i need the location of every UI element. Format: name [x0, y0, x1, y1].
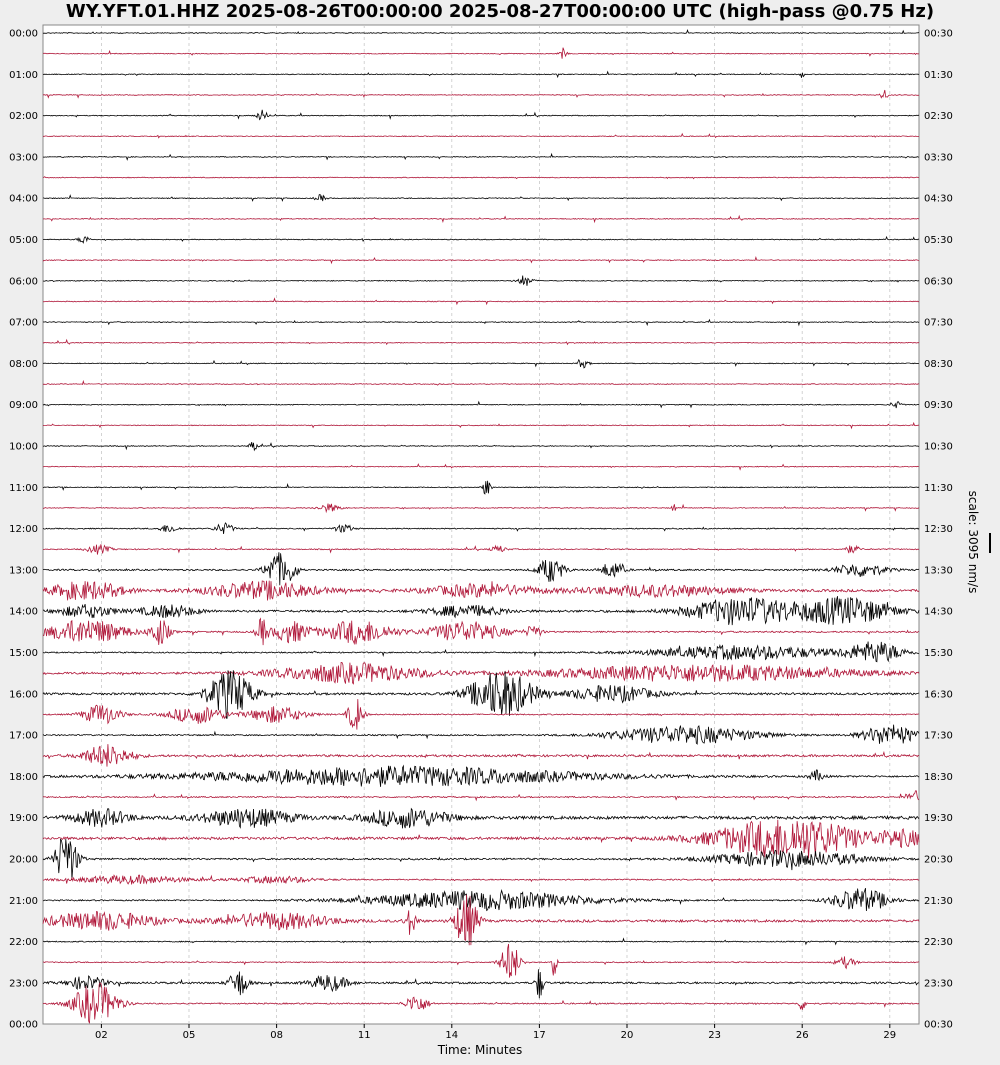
- hour-label-right: 21:30: [924, 895, 953, 907]
- chart-title: WY.YFT.01.HHZ 2025-08-26T00:00:00 2025-08-27T00:00:00 UTC (high-pass @0.75 Hz): [65, 1, 935, 22]
- hour-label-left: 01:00: [9, 69, 38, 81]
- hour-label-left: 09:00: [9, 400, 38, 412]
- hour-label-right: 05:30: [924, 235, 953, 246]
- hour-label-left: 00:00: [9, 28, 38, 40]
- hour-label-left: 18:00: [9, 771, 38, 783]
- hour-label-left: 15:00: [9, 648, 38, 659]
- hour-label-right: 22:30: [924, 937, 953, 949]
- hour-label-left: 11:00: [9, 482, 38, 494]
- x-tick-label: 02: [95, 1030, 108, 1041]
- hour-label-left: 12:00: [9, 524, 38, 536]
- scale-label: scale: 3095 nm/s: [966, 490, 980, 594]
- hour-label-left: 22:00: [9, 937, 38, 949]
- hour-label-left: 23:00: [9, 978, 38, 990]
- hour-label-left: 02:00: [9, 111, 38, 123]
- hour-label-right: 02:30: [924, 111, 953, 123]
- x-tick-label: 14: [445, 1030, 459, 1041]
- hour-label-right: 11:30: [924, 482, 953, 494]
- hour-label-left: 20:00: [9, 854, 38, 866]
- hour-label-right: 16:30: [924, 689, 953, 701]
- hour-label-left: 21:00: [9, 895, 38, 907]
- hour-label-left: 13:00: [9, 565, 38, 577]
- hour-label-right: 20:30: [924, 854, 953, 866]
- hour-label-left: 04:00: [9, 193, 38, 205]
- hour-label-right: 15:30: [924, 648, 953, 659]
- hour-label-right: 07:30: [924, 317, 953, 329]
- hour-label-left: 08:00: [9, 358, 38, 370]
- hour-label-left: 10:00: [9, 441, 38, 453]
- hour-label-left: 14:00: [9, 606, 38, 618]
- x-tick-label: 20: [620, 1030, 634, 1041]
- hour-label-right: 06:30: [924, 276, 953, 288]
- x-tick-label: 08: [270, 1030, 283, 1041]
- x-tick-label: 29: [883, 1030, 897, 1041]
- hour-label-right: 10:30: [924, 441, 953, 453]
- hour-label-right: 09:30: [924, 400, 953, 412]
- hour-label-right: 12:30: [924, 524, 953, 536]
- hour-label-right: 19:30: [924, 813, 953, 825]
- hour-label-left: 03:00: [9, 152, 38, 164]
- hour-label-right: 08:30: [924, 358, 953, 370]
- hour-label-right: 01:30: [924, 69, 953, 81]
- hour-label-left: 19:00: [9, 813, 38, 825]
- hour-label-left: 06:00: [9, 276, 38, 288]
- hour-label-right: 00:30: [924, 1019, 953, 1031]
- hour-label-left: 17:00: [9, 730, 38, 742]
- plot-area: [43, 25, 919, 1024]
- x-tick-label: 23: [708, 1030, 721, 1041]
- hour-label-right: 23:30: [924, 978, 953, 990]
- hour-label-right: 14:30: [924, 606, 953, 618]
- hour-label-right: 00:30: [924, 28, 953, 40]
- x-tick-label: 11: [357, 1030, 371, 1041]
- hour-label-left: 07:00: [9, 317, 38, 329]
- hour-label-right: 03:30: [924, 152, 953, 164]
- x-tick-label: 17: [533, 1030, 546, 1041]
- hour-label-right: 13:30: [924, 565, 953, 577]
- x-axis-label: Time: Minutes: [437, 1043, 523, 1057]
- hour-label-right: 04:30: [924, 193, 953, 205]
- x-tick-label: 26: [795, 1030, 809, 1041]
- x-tick-label: 05: [182, 1030, 196, 1041]
- hour-label-left: 05:00: [9, 235, 38, 246]
- hour-label-left: 00:00: [9, 1019, 38, 1031]
- hour-label-right: 18:30: [924, 771, 953, 783]
- hour-label-left: 16:00: [9, 689, 38, 701]
- hour-label-right: 17:30: [924, 730, 953, 742]
